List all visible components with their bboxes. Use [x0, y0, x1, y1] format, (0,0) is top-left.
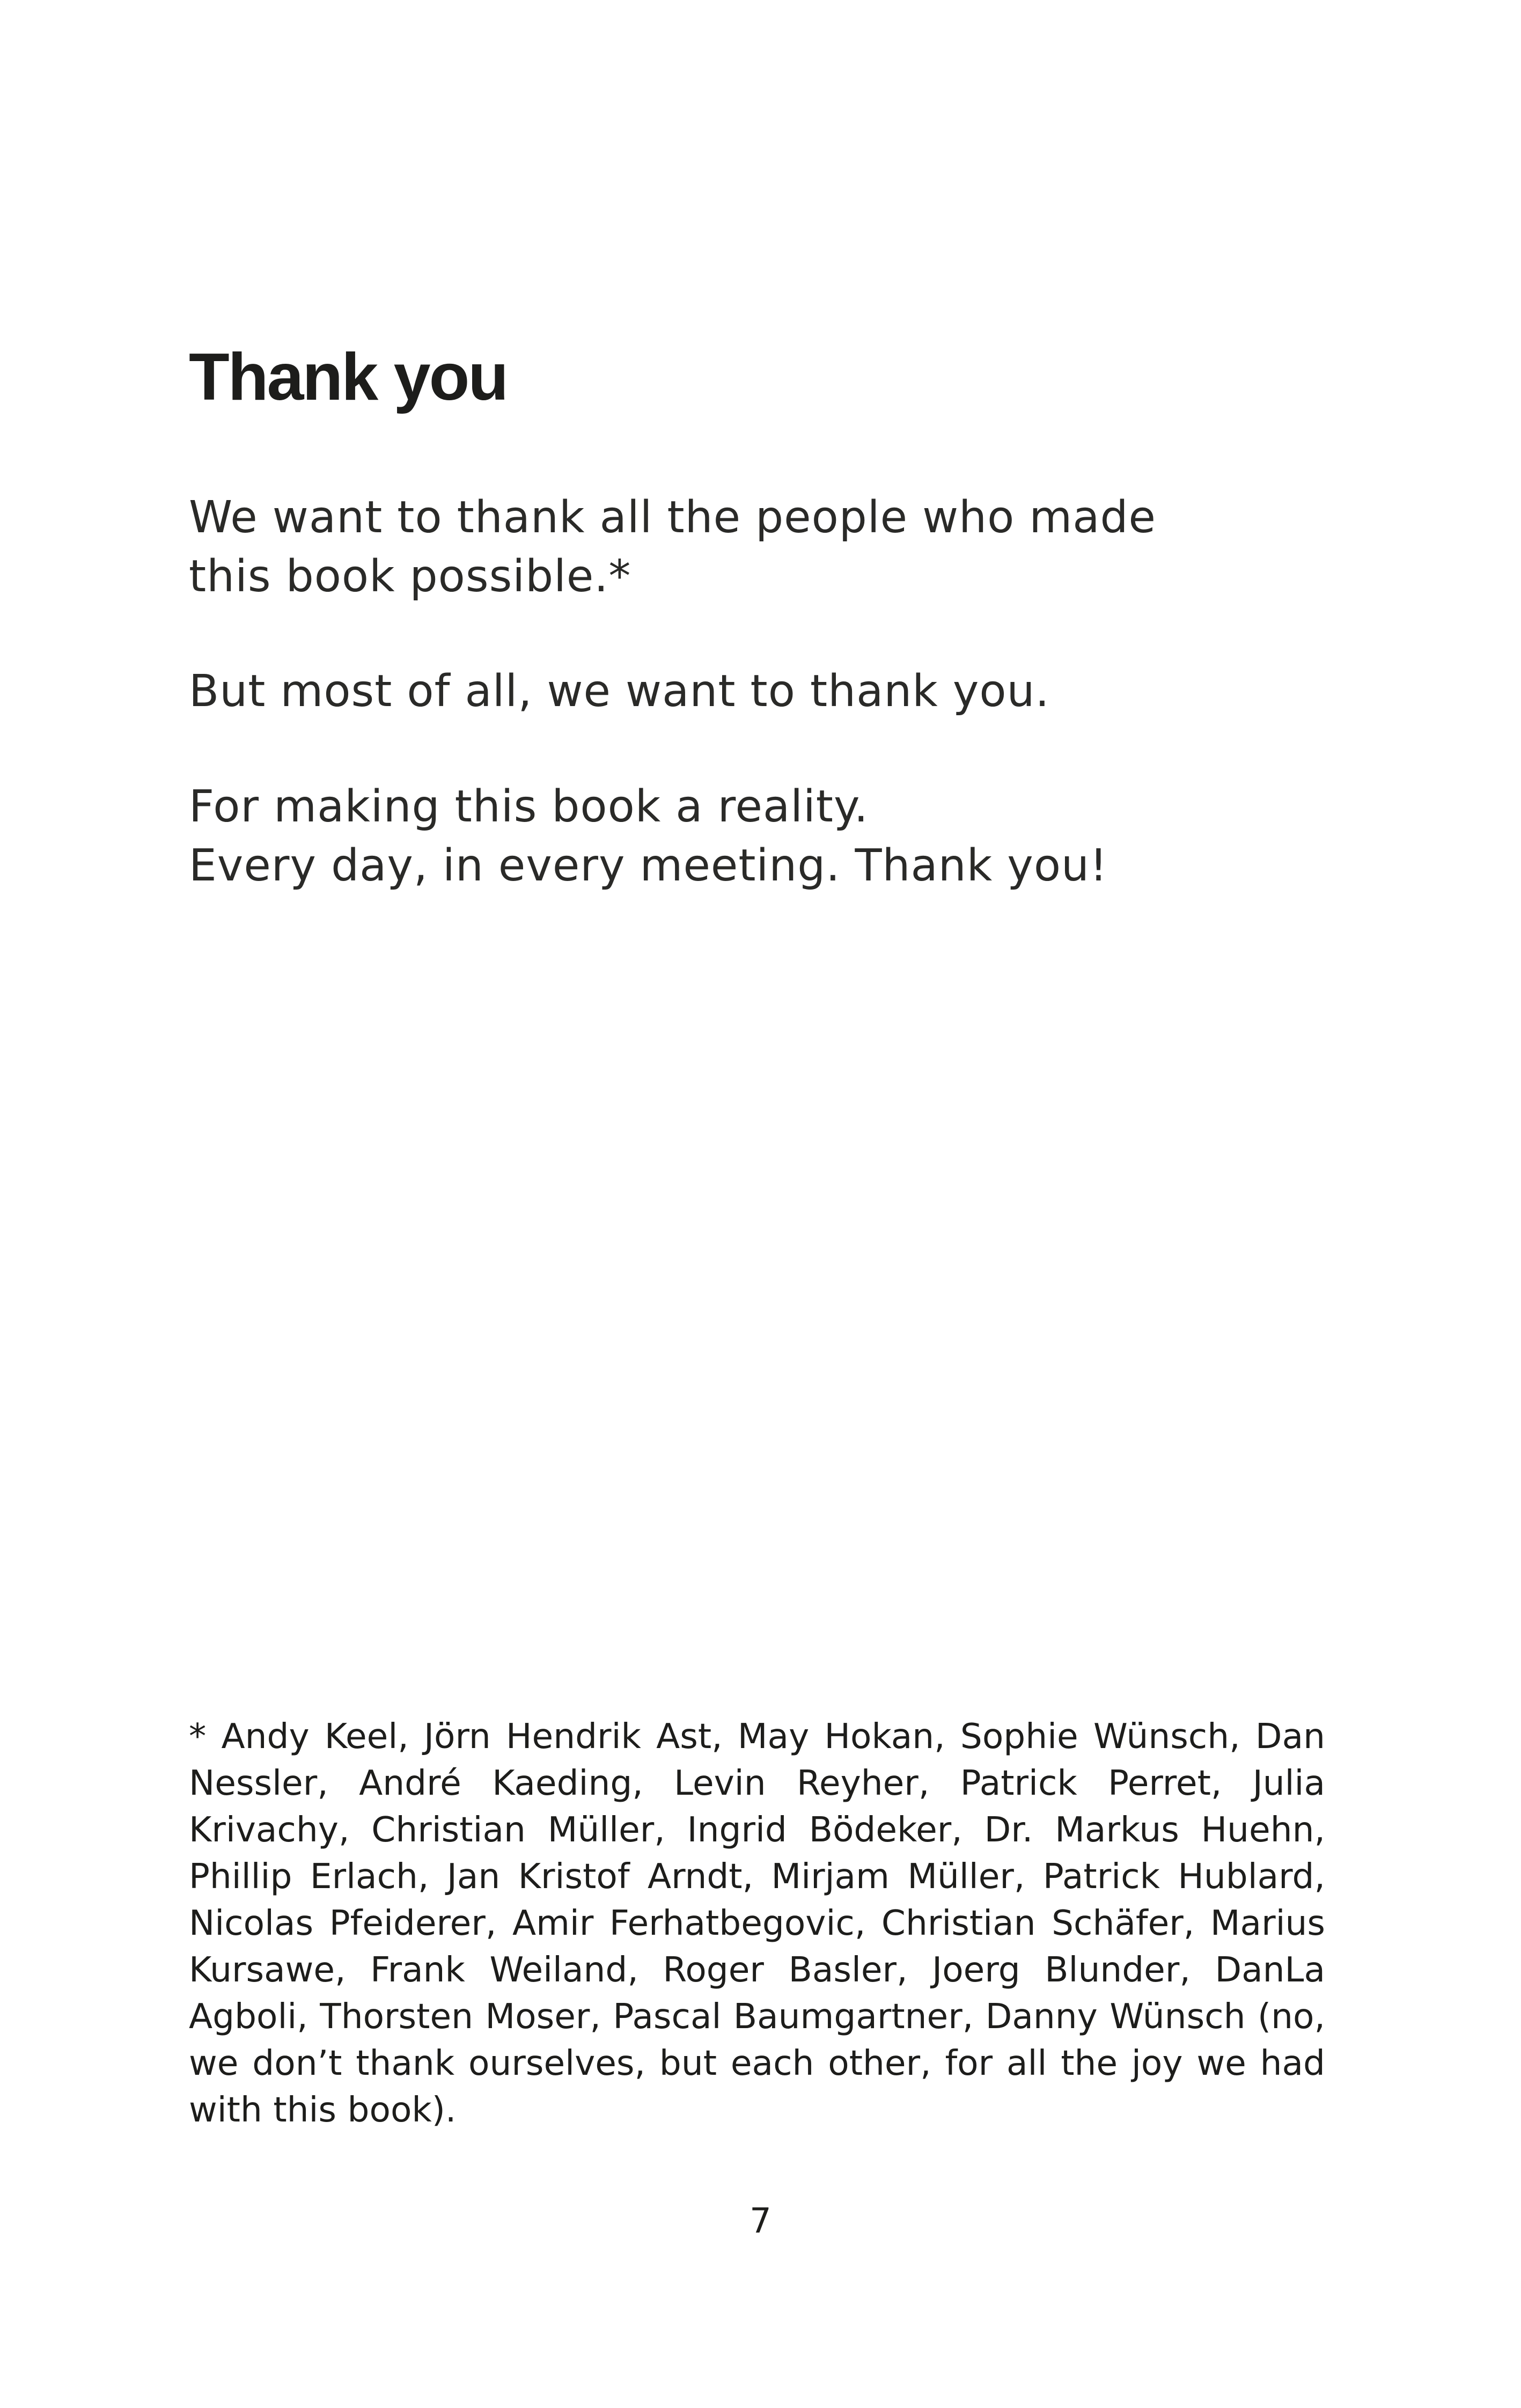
paragraph-line: For making this book a reality. [189, 781, 869, 832]
paragraph-line: Every day, in every meeting. Thank you! [189, 840, 1108, 891]
paragraph-reality [189, 777, 1369, 895]
paragraph-line: But most of all, we want to thank you. [189, 666, 1050, 717]
footnote-acknowledgements: * Andy Keel, Jörn Hendrik Ast, May Hokan, Sophie Wünsch, Dan Nessler, André Kaeding, Levin Reyher, Patrick Perret, Julia Krivachy, Christian Müller, Ingrid Bödeker, Dr. Markus Huehn, Phillip Erlach, Jan Kristof Arndt, Mirjam Müller, Patrick Hublard, Nicolas Pfeiderer, Amir Ferhatbegovic, Christian Schäfer, Marius Kursawe, Frank Weiland, Roger Basler, Joerg Blunder, DanLa Agboli, Thorsten Moser, Pascal Baumgartner, Danny Wünsch (no, we don’t thank ourselves, but each other, for all the joy we had with this book). [189, 1716, 1325, 2130]
page-number: 7 [750, 2201, 771, 2241]
paragraph-line: We want to thank all the people who made [189, 492, 1156, 543]
page-title: Thank you [189, 340, 508, 414]
paragraph-thanks-people [189, 488, 1369, 606]
paragraph-thanks-reader [189, 662, 1369, 721]
paragraph-line: this book possible.* [189, 551, 631, 602]
